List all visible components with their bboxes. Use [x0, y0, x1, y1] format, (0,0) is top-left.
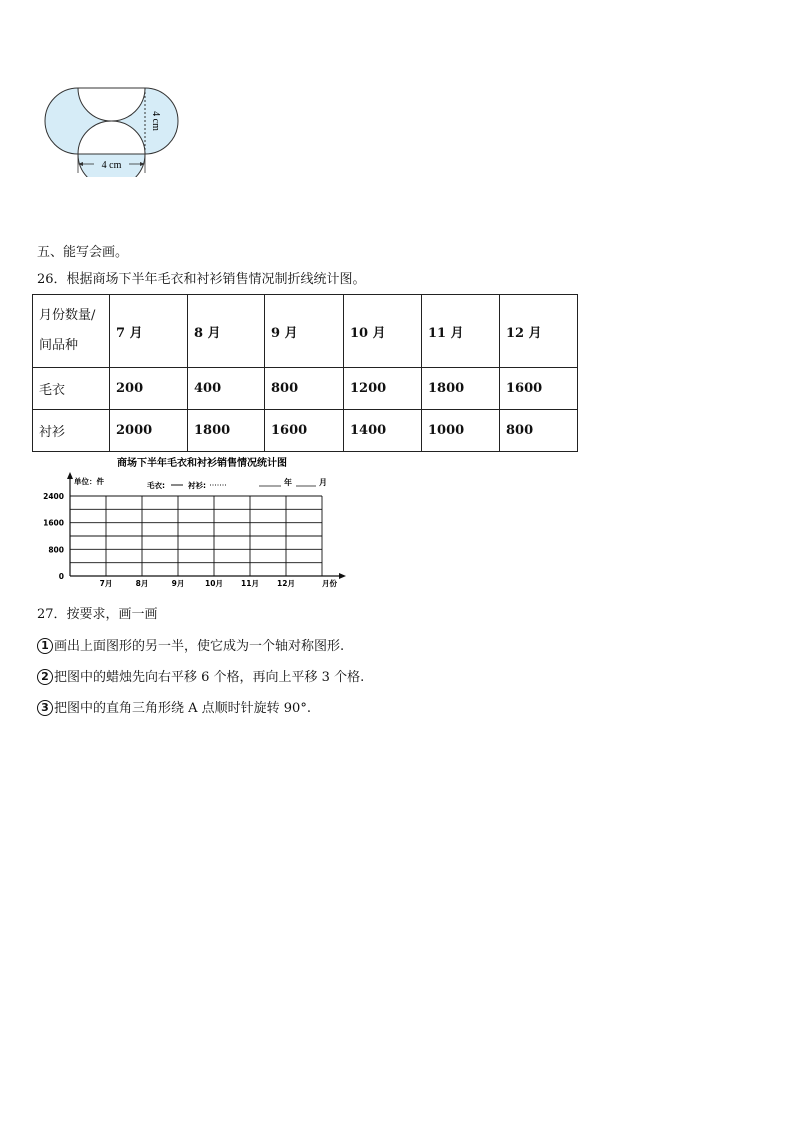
x-tick-label: 8月	[135, 579, 149, 588]
y-tick-label: 800	[48, 545, 64, 555]
chart-legend	[147, 480, 226, 490]
geometry-figure	[40, 85, 185, 177]
chart-x-ticks	[100, 579, 295, 588]
legend-shirt-label: 衬衫:	[188, 481, 206, 490]
question-27-prompt: 27．按要求，画一画	[37, 607, 158, 622]
item-text: 把图中的蜡烛先向右平移 6 个格，再向上平移 3 个格.	[54, 670, 365, 685]
dim-vertical-label: 4 cm	[150, 111, 161, 131]
table-cell: 1600	[265, 410, 344, 452]
table-cell: 1800	[422, 368, 500, 410]
table-cell: 200	[110, 368, 188, 410]
item-number: 1	[37, 638, 53, 654]
question-26-prompt: 26．根据商场下半年毛衣和衬衫销售情况制折线统计图。	[37, 272, 366, 287]
row-label: 毛衣	[33, 368, 110, 410]
x-axis-arrow	[339, 573, 346, 579]
table-header-row	[33, 295, 578, 368]
table-cell: 1800	[188, 410, 265, 452]
chart-title: 商场下半年毛衣和衬衫销售情况统计图	[117, 458, 287, 469]
table-row	[33, 410, 578, 452]
table-cell: 1200	[344, 368, 422, 410]
sales-table	[32, 294, 578, 452]
chart-y-ticks	[43, 492, 64, 581]
question-27-item-2	[37, 669, 364, 686]
table-cell: 1600	[500, 368, 578, 410]
corner-label-line1: 月份数量/	[39, 308, 96, 323]
x-tick-label: 7月	[99, 579, 113, 588]
table-cell: 2000	[110, 410, 188, 452]
chart-date-blank	[259, 477, 327, 487]
x-tick-label: 9月	[171, 579, 185, 588]
question-27-item-1	[37, 638, 344, 655]
table-cell: 800	[500, 410, 578, 452]
item-text: 把图中的直角三角形绕 A 点顺时针旋转 90°.	[54, 701, 311, 716]
month-header: 10 月	[344, 295, 422, 368]
chart-unit-label: 单位：件	[74, 477, 104, 486]
corner-label-line2: 间品种	[39, 338, 79, 353]
table-cell: 400	[188, 368, 265, 410]
date-month-label: 月	[319, 478, 327, 487]
line-chart	[30, 452, 350, 594]
y-axis-arrow	[67, 472, 73, 479]
item-text: 画出上面图形的另一半，使它成为一个轴对称图形.	[54, 639, 345, 654]
month-header: 8 月	[188, 295, 265, 368]
y-tick-label: 0	[58, 572, 64, 581]
row-label: 衬衫	[33, 410, 110, 452]
question-27-item-3	[37, 700, 311, 717]
item-number: 2	[37, 669, 53, 685]
y-tick-label: 2400	[43, 492, 64, 501]
month-header: 12 月	[500, 295, 578, 368]
table-corner-cell	[33, 295, 110, 368]
month-header: 9 月	[265, 295, 344, 368]
dim-horizontal-label: 4 cm	[101, 160, 122, 171]
month-header: 7 月	[110, 295, 188, 368]
table-row	[33, 368, 578, 410]
month-header: 11 月	[422, 295, 500, 368]
x-axis-label: 月份	[322, 579, 337, 588]
date-year-label: 年	[284, 478, 292, 487]
x-tick-label: 11月	[241, 579, 259, 588]
table-cell: 800	[265, 368, 344, 410]
x-tick-label: 10月	[205, 579, 223, 588]
legend-sweater-label: 毛衣:	[147, 481, 165, 490]
table-cell: 1400	[344, 410, 422, 452]
x-tick-label: 12月	[277, 579, 295, 588]
item-number: 3	[37, 700, 53, 716]
section-heading: 五、能写会画。	[37, 245, 129, 260]
chart-grid	[70, 496, 322, 576]
table-cell: 1000	[422, 410, 500, 452]
y-tick-label: 1600	[43, 518, 64, 528]
